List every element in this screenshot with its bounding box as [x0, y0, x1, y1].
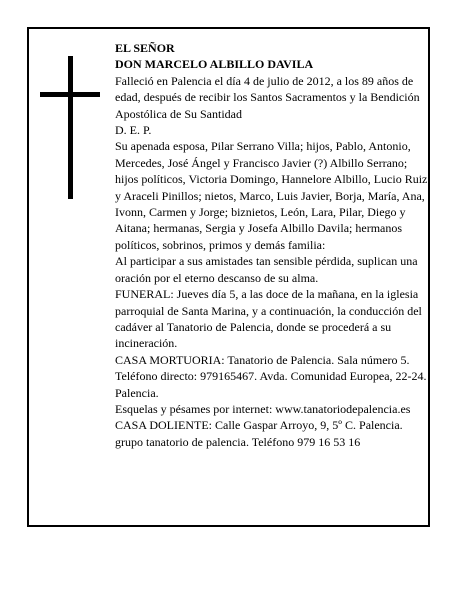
death-announcement: Falleció en Palencia el día 4 de julio de 2012, a los 89 años de edad, después de recibir los Santos Sacramentos y la Bendición Apostólica de Su Santidad — [115, 73, 420, 121]
family-list: Su apenada esposa, Pilar Serrano Villa; hijos, Pablo, Antonio, Mercedes, José Ángel y Francisco Javier (?) Albillo Serrano; hijos políticos, Victoria Domingo, Hannelore Albillo, Lucio Ruiz y Araceli Pinillos; nietos, Marco, Luis Javier, Borja, María, Ana, Ivonn, Carmen y Jorge; biznietos, León, Lara, Pilar, Diego y Aitana; hermanas, Sergia y Josefa Albillo Davila; hermanos políticos, sobrinos, primos y demás familia: — [115, 139, 428, 252]
funeral-home-contact: grupo tanatorio de palencia. Teléfono 979 16 53 16 — [115, 434, 361, 449]
deceased-name: DON MARCELO ALBILLO DAVILA — [115, 57, 314, 72]
mortuary-details: CASA MORTUORIA: Tanatorio de Palencia. Sala número 5. Teléfono directo: 979165467. Avda. Comunidad Europea, 22-24. Palencia. — [115, 352, 427, 400]
cross-icon — [40, 56, 100, 199]
obituary-notice — [27, 27, 430, 527]
cross-horizontal-bar — [40, 92, 100, 97]
online-condolences: Esquelas y pésames por internet: www.tanatoriodepalencia.es — [115, 401, 411, 416]
family-home: CASA DOLIENTE: Calle Gaspar Arroyo, 9, 5º C. Palencia. — [115, 418, 403, 433]
cross-vertical-bar — [68, 56, 73, 199]
notice-title: EL SEÑOR — [115, 41, 175, 55]
prayer-request: Al participar a sus amistades tan sensible pérdida, suplican una oración por el eterno descanso de su alma. — [115, 254, 418, 285]
rest-in-peace: D. E. P. — [115, 123, 152, 138]
notice-body — [115, 40, 429, 450]
funeral-details: FUNERAL: Jueves día 5, a las doce de la mañana, en la iglesia parroquial de Santa Marina, y a continuación, la conducción del cadáver al Tanatorio de Palencia, donde se procederá a su incineración. — [115, 287, 422, 351]
